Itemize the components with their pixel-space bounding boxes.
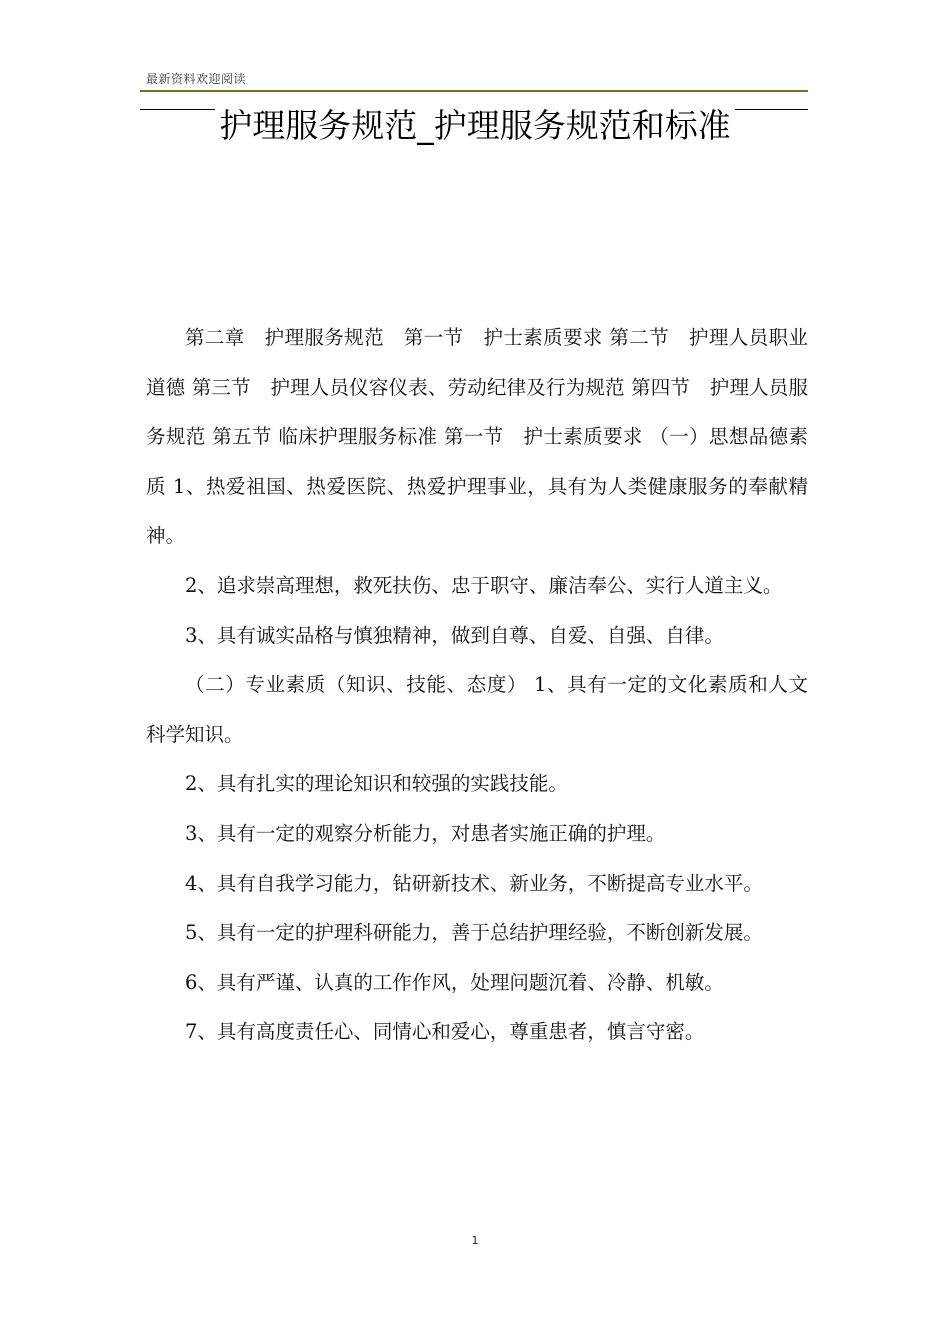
paragraph-9: 6、具有严谨、认真的工作作风，处理问题沉着、冷静、机敏。	[185, 970, 724, 994]
document-title-text: 护理服务规范_护理服务规范和标准	[215, 106, 735, 145]
paragraph-10: 7、具有高度责任心、同情心和爱心，尊重患者，慎言守密。	[185, 1020, 705, 1044]
document-title	[0, 104, 950, 148]
page-number: 1	[471, 1234, 479, 1247]
paragraph-7: 4、具有自我学习能力，钻研新技术、新业务，不断提高专业水平。	[185, 871, 763, 895]
paragraph-6: 3、具有一定的观察分析能力，对患者实施正确的护理。	[185, 821, 666, 845]
header-divider	[140, 90, 808, 92]
paragraph-8: 5、具有一定的护理科研能力，善于总结护理经验，不断创新发展。	[185, 921, 763, 945]
paragraph-5: 2、具有扎实的理论知识和较强的实践技能。	[185, 772, 568, 796]
paragraph-4: （二）专业素质（知识、技能、态度） 1、具有一定的文化素质和人文科学知识。	[146, 673, 808, 746]
paragraph-3: 3、具有诚实品格与慎独精神，做到自尊、自爱、自强、自律。	[185, 623, 724, 647]
document-body	[146, 313, 808, 1057]
paragraph-2: 2、追求崇高理想，救死扶伤、忠于职守、廉洁奉公、实行人道主义。	[185, 573, 783, 597]
paragraph-1: 第二章 护理服务规范 第一节 护士素质要求 第二节 护理人员职业道德 第三节 护理人员仪容仪表、劳动纪律及行为规范 第四节 护理人员服务规范 第五节 临床护理服务标准 第一节 护士素质要求 （一）思想品德素质 1、热爱祖国、热爱医院、热爱护理事业，具有为人类健康服务的奉献精神。	[146, 326, 808, 548]
page-header: 最新资料欢迎阅读	[146, 72, 247, 86]
